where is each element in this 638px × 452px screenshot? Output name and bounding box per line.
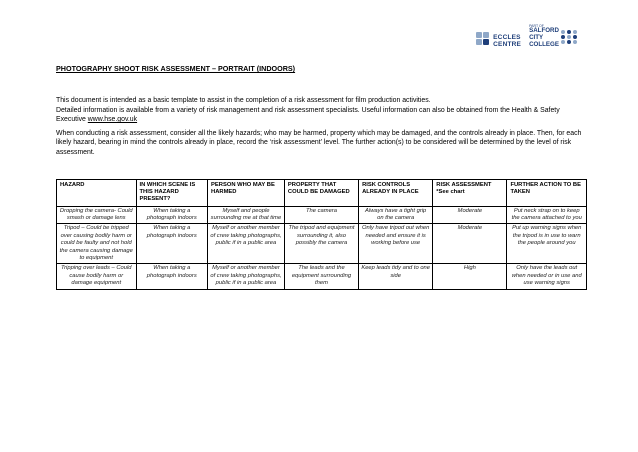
cell-person: Myself and people surrounding me at that time (208, 206, 285, 224)
eccles-logo-line1: ECCLES (493, 34, 521, 41)
cell-assessment: Moderate (433, 224, 507, 264)
cell-scene: When taking a photograph indoors (136, 264, 208, 289)
cell-controls: Keep leads tidy and to one side (359, 264, 433, 289)
cell-property: The camera (284, 206, 358, 224)
cell-controls: Only have tripod out when needed and ensure it is working before use (359, 224, 433, 264)
cell-hazard: Tripod – Could be tripped over causing bodily harm or could be faulty and not hold the camera causing damage to equipment (57, 224, 137, 264)
cell-further-action: Only have the leads out when needed or in use and use warning signs (507, 264, 587, 289)
cell-person: Myself or another member of crew taking photographs, public if in a public area (208, 264, 285, 289)
hse-link[interactable]: www.hse.gov.uk (87, 116, 138, 123)
header-controls: RISK CONTROLS ALREADY IN PLACE (359, 180, 433, 207)
intro-line-1: This document is intended as a basic template to assist in the completion of a risk assessment for film production activities. (56, 97, 431, 104)
salford-dots-icon (561, 30, 578, 44)
cell-assessment: Moderate (433, 206, 507, 224)
table-row (57, 206, 587, 224)
cell-scene: When taking a photograph indoors (136, 224, 208, 264)
salford-logo-line3: COLLEGE (529, 40, 559, 48)
salford-city-college-logo (529, 24, 578, 48)
document-title: PHOTOGRAPHY SHOOT RISK ASSESSMENT – PORTRAIT (INDOORS) (56, 64, 296, 73)
intro-paragraph-1 (56, 96, 586, 125)
header-property: PROPERTY THAT COULD BE DAMAGED (284, 180, 358, 207)
risk-assessment-table (56, 179, 587, 290)
intro-text (56, 96, 586, 161)
header-hazard: HAZARD (57, 180, 137, 207)
salford-logo-tagline: PART OF (529, 24, 544, 28)
cell-controls: Always have a tight grip on the camera (359, 206, 433, 224)
cell-assessment: High (433, 264, 507, 289)
header-further-action: FURTHER ACTION TO BE TAKEN (507, 180, 587, 207)
cell-further-action: Put up warning signs when the tripod is in use to warn the people around you (507, 224, 587, 264)
eccles-logo-line2: CENTRE (493, 41, 522, 48)
intro-paragraph-2: When conducting a risk assessment, consider all the likely hazards; who may be harmed, property which may be damaged, and the controls already in place. Then, for each likely hazard, bearing in mind the controls already in place, record the ‘risk assessment’ level. The further action(s) to be considered will be determined by the level of risk assessment. (56, 129, 582, 156)
table-header-row (57, 180, 587, 207)
cell-person: Myself or another member of crew taking photographs, public if in a public area (208, 224, 285, 264)
header-logos (476, 24, 578, 58)
header-scene: IN WHICH SCENE IS THIS HAZARD PRESENT? (136, 180, 208, 207)
salford-logo-line1: SALFORD (529, 27, 559, 34)
cell-further-action: Put neck strap on to keep the camera attached to you (507, 206, 587, 224)
salford-logo-line2: CITY (529, 33, 544, 41)
intro-line-2: Detailed information is available from a variety of risk management and risk assessment specialists. Useful information can also be obtained from the Health & Safety Executive (56, 106, 560, 123)
cell-scene: When taking a photograph indoors (136, 206, 208, 224)
header-person: PERSON WHO MAY BE HARMED (208, 180, 285, 207)
cell-property: The tripod and equipment surrounding it, also possibly the camera (284, 224, 358, 264)
cell-property: The leads and the equipment surrounding them (284, 264, 358, 289)
cell-hazard: Tripping over leads – Could cause bodily harm or damage equipment (57, 264, 137, 289)
table-row (57, 224, 587, 264)
table-row (57, 264, 587, 289)
eccles-centre-logo (476, 32, 521, 50)
eccles-mark-icon (476, 32, 490, 50)
header-assessment: RISK ASSESSMENT *See chart (433, 180, 507, 207)
cell-hazard: Dropping the camera- Could smash or damage lens (57, 206, 137, 224)
